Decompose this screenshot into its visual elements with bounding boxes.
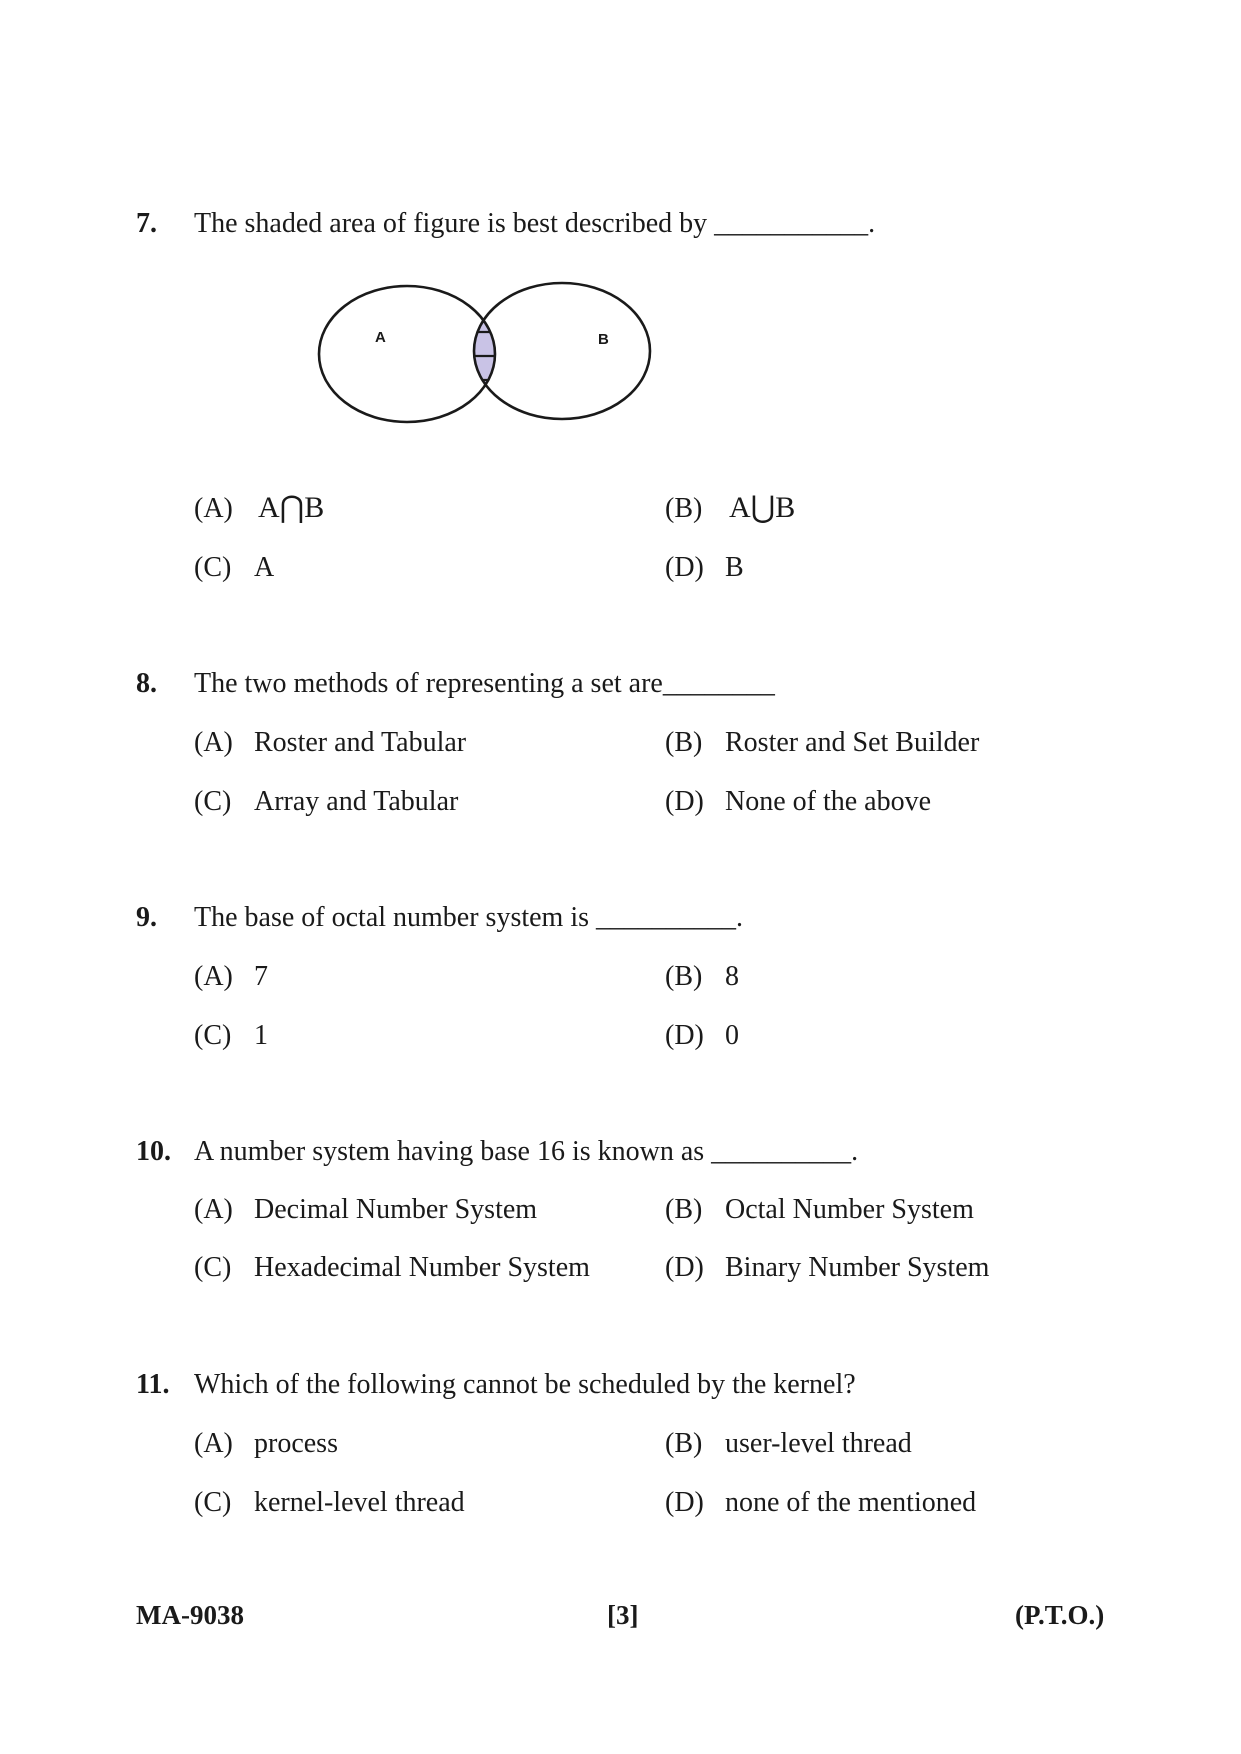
- question-number: 7.: [136, 208, 157, 239]
- set-a-label: A: [375, 329, 386, 346]
- set-b-label: B: [598, 331, 609, 348]
- question-text: Which of the following cannot be scheduled by the kernel?: [194, 1369, 856, 1400]
- question-number: 10.: [136, 1136, 171, 1167]
- option-text: A: [254, 552, 275, 583]
- question-number: 8.: [136, 668, 157, 699]
- option-c[interactable]: [194, 1487, 465, 1519]
- option-label: (C): [194, 1487, 232, 1518]
- option-text: none of the mentioned: [725, 1487, 977, 1518]
- option-label: (B): [665, 493, 703, 524]
- option-d[interactable]: [665, 552, 744, 584]
- option-text: kernel-level thread: [254, 1487, 465, 1518]
- option-label: (D): [665, 1252, 704, 1283]
- option-label: (B): [665, 1194, 703, 1225]
- question-text: The shaded area of figure is best described by ___________.: [194, 208, 876, 239]
- option-a[interactable]: [194, 490, 324, 525]
- option-c[interactable]: [194, 1252, 590, 1284]
- set-a-circle: [319, 286, 495, 422]
- option-label: (C): [194, 1020, 232, 1051]
- venn-diagram: [315, 278, 675, 438]
- option-text: A⋂B: [258, 491, 325, 524]
- option-text: Octal Number System: [725, 1194, 974, 1225]
- option-label: (C): [194, 786, 232, 817]
- question-number: 9.: [136, 902, 157, 933]
- option-c[interactable]: [194, 786, 458, 818]
- option-label: (C): [194, 552, 232, 583]
- option-label: (D): [665, 1020, 704, 1051]
- option-label: (A): [194, 727, 233, 758]
- option-text: None of the above: [725, 786, 932, 817]
- option-text: Binary Number System: [725, 1252, 990, 1283]
- question-number: 11.: [136, 1369, 170, 1400]
- option-text: Decimal Number System: [254, 1194, 538, 1225]
- option-text: Roster and Set Builder: [725, 727, 980, 758]
- option-label: (A): [194, 1194, 233, 1225]
- option-text: user-level thread: [725, 1428, 912, 1459]
- option-c[interactable]: [194, 552, 274, 584]
- question-text: A number system having base 16 is known as __________.: [194, 1136, 859, 1167]
- option-b[interactable]: [665, 1194, 974, 1226]
- option-label: (D): [665, 786, 704, 817]
- question-text: The two methods of representing a set are________: [194, 668, 775, 699]
- option-text: Roster and Tabular: [254, 727, 467, 758]
- option-d[interactable]: [665, 786, 931, 818]
- option-text: B: [725, 552, 744, 583]
- set-b-circle: [474, 283, 650, 419]
- option-b[interactable]: [665, 1428, 912, 1460]
- option-label: (C): [194, 1252, 232, 1283]
- option-d[interactable]: [665, 1252, 989, 1284]
- option-text: A⋃B: [729, 491, 796, 524]
- option-label: (A): [194, 1428, 233, 1459]
- option-text: 8: [725, 961, 739, 992]
- option-text: 1: [254, 1020, 268, 1051]
- option-label: (B): [665, 727, 703, 758]
- option-d[interactable]: [665, 1020, 739, 1052]
- option-text: 0: [725, 1020, 739, 1051]
- option-a[interactable]: [194, 961, 268, 993]
- please-turn-over: (P.T.O.): [1015, 1600, 1105, 1630]
- option-label: (B): [665, 1428, 703, 1459]
- option-c[interactable]: [194, 1020, 268, 1052]
- option-text: Array and Tabular: [254, 786, 459, 817]
- option-b[interactable]: [665, 490, 795, 525]
- option-a[interactable]: [194, 727, 466, 759]
- option-a[interactable]: [194, 1428, 338, 1460]
- option-label: (A): [194, 493, 233, 524]
- option-label: (B): [665, 961, 703, 992]
- paper-code: MA-9038: [136, 1600, 244, 1630]
- option-b[interactable]: [665, 727, 979, 759]
- option-b[interactable]: [665, 961, 739, 993]
- option-text: 7: [254, 961, 268, 992]
- option-label: (A): [194, 961, 233, 992]
- question-text: The base of octal number system is __________.: [194, 902, 744, 933]
- option-a[interactable]: [194, 1194, 537, 1226]
- option-d[interactable]: [665, 1487, 976, 1519]
- option-text: Hexadecimal Number System: [254, 1252, 590, 1283]
- option-text: process: [254, 1428, 338, 1459]
- option-label: (D): [665, 552, 704, 583]
- option-label: (D): [665, 1487, 704, 1518]
- page-number: [3]: [607, 1600, 639, 1630]
